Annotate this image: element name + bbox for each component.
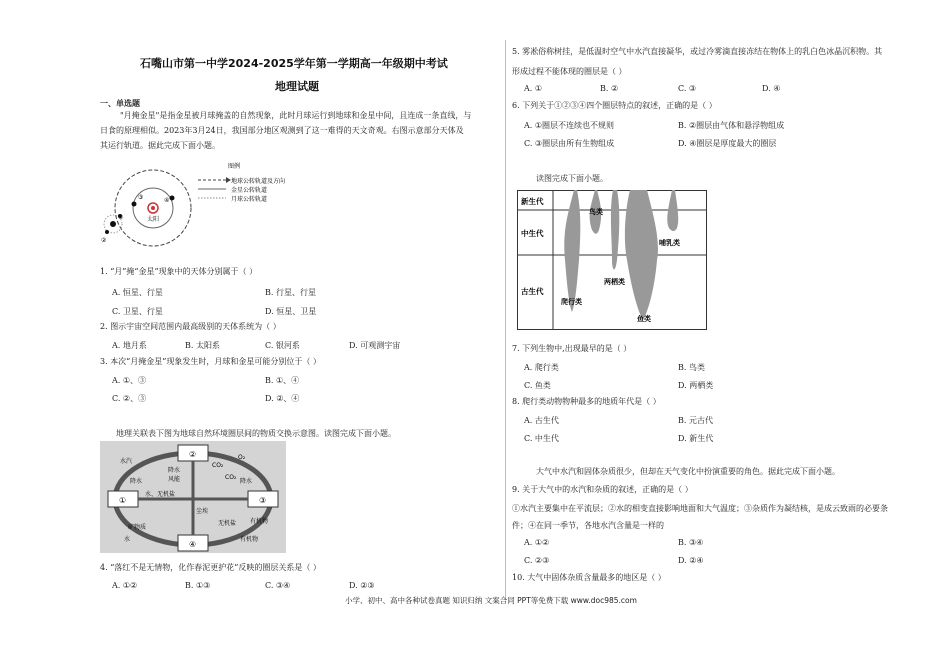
q9-option-b[interactable]: B. ③④ <box>678 538 704 547</box>
q1-option-c[interactable]: C. 卫星、行星 <box>112 307 163 316</box>
svg-text:④: ④ <box>164 197 170 204</box>
svg-text:有机物: 有机物 <box>240 536 259 543</box>
label-mammals: 哺乳类 <box>659 239 680 247</box>
q4-option-b[interactable]: B. ①③ <box>185 581 211 590</box>
svg-text:③: ③ <box>138 194 144 201</box>
exam-title: 石嘴山市第一中学2024-2025学年第一学期高一年级期中考试 <box>140 57 448 70</box>
q7-option-c[interactable]: C. 鱼类 <box>524 381 551 390</box>
question-4: 4. “落红不是无情物，化作春泥更护花”反映的圈层关系是（ ） <box>100 563 321 572</box>
question-3: 3. 本次“月掩金星”现象发生时，月球和金星可能分别位于（ ） <box>100 357 321 366</box>
era-mesozoic: 中生代 <box>521 229 544 238</box>
svg-text:CO₂: CO₂ <box>212 462 224 469</box>
intro-line-2: 日食的原理相似。2023年3月24日，我国部分地区观测到了这一难得的天文奇观。右图示意部分天体及 <box>100 126 464 135</box>
intro-line-1: "月掩金星"是指金星被月球掩盖的自然现象，此时月球运行到地球和金星中间，且连成一条直线，与 <box>120 111 472 120</box>
q8-option-a[interactable]: A. 古生代 <box>524 416 559 425</box>
section2-intro: 地理关联表下图为地球自然环境圈层间的物质交换示意图。读图完成下面小题。 <box>116 429 396 438</box>
exam-subtitle: 地理试题 <box>275 80 319 93</box>
q2-option-d[interactable]: D. 可观测宇宙 <box>349 341 401 350</box>
svg-text:水: 水 <box>124 536 131 543</box>
q6-option-b[interactable]: B. ②圈层由气体和悬浮物组成 <box>678 121 785 130</box>
orbit-diagram <box>98 158 308 250</box>
q3-option-a[interactable]: A. ①、③ <box>112 376 147 385</box>
q6-option-a[interactable]: A. ①圈层不连续也不规则 <box>524 121 615 130</box>
question-2: 2. 图示宇宙空间范围内最高级别的天体系统为（ ） <box>100 322 281 331</box>
q5-option-a[interactable]: A. ① <box>524 84 543 93</box>
svg-text:尘埃: 尘埃 <box>196 508 209 515</box>
svg-text:CO₂: CO₂ <box>225 474 237 481</box>
intro-line-3: 其运行轨道。据此完成下面小题。 <box>100 141 220 150</box>
q4-option-a[interactable]: A. ①② <box>112 581 138 590</box>
label-amphibians: 两栖类 <box>604 278 625 286</box>
q7-option-b[interactable]: B. 鸟类 <box>678 363 705 372</box>
footer-text: 小学、初中、高中各种试卷真题 知识归纳 文案合同 PPT等免费下载 www.doc985.com <box>345 596 637 605</box>
q8-option-d[interactable]: D. 新生代 <box>678 434 714 443</box>
label-birds: 鸟类 <box>589 208 603 216</box>
q1-option-d[interactable]: D. 恒星、卫星 <box>265 307 317 316</box>
q2-option-c[interactable]: C. 银河系 <box>265 341 300 350</box>
era-cenozoic: 新生代 <box>521 197 544 206</box>
question-5-line-2: 形成过程不能体现的圈层是（ ） <box>512 67 627 76</box>
sun-label: 太阳 <box>147 216 160 223</box>
svg-text:矿物质: 矿物质 <box>128 524 147 531</box>
question-5-line-1: 5. 雾凇俗称树挂，是低温时空气中水汽直接凝华，或过冷雾滴直接冻结在物体上的乳白色冰晶沉积物。其 <box>512 47 883 56</box>
question-9: 9. 关于大气中的水汽和杂质的叙述，正确的是（ ） <box>512 485 693 494</box>
q4-option-d[interactable]: D. ②③ <box>349 581 375 590</box>
svg-text:有机物: 有机物 <box>250 518 269 525</box>
q9-option-d[interactable]: D. ②④ <box>678 556 704 565</box>
svg-text:③: ③ <box>259 496 267 505</box>
column-divider <box>505 40 506 600</box>
svg-text:无机盐: 无机盐 <box>218 520 237 527</box>
question-8: 8. 爬行类动物物种最多的地质年代是（ ） <box>512 397 661 406</box>
question-7: 7. 下列生物中,出现最早的是（ ） <box>512 344 632 353</box>
q7-option-d[interactable]: D. 两栖类 <box>678 381 714 390</box>
svg-text:水、无机盐: 水、无机盐 <box>145 491 176 498</box>
q1-option-b[interactable]: B. 行星、行星 <box>265 288 316 297</box>
svg-text:O₂: O₂ <box>238 454 246 461</box>
label-reptiles: 爬行类 <box>561 298 582 306</box>
sphere-exchange-diagram <box>100 441 286 553</box>
q8-option-c[interactable]: C. 中生代 <box>524 434 559 443</box>
q5-option-d[interactable]: D. ④ <box>762 84 781 93</box>
q7-option-a[interactable]: A. 爬行类 <box>524 363 559 372</box>
q5-option-c[interactable]: C. ③ <box>678 84 697 93</box>
svg-text:①: ① <box>118 214 124 221</box>
svg-text:降水: 降水 <box>130 478 143 485</box>
question-10: 10. 大气中固体杂质含量最多的地区是（ ） <box>512 573 666 582</box>
question-6: 6. 下列关于①②③④四个圈层特点的叙述，正确的是（ ） <box>512 101 717 110</box>
svg-text:水汽: 水汽 <box>120 458 133 465</box>
q4-option-c[interactable]: C. ③④ <box>265 581 291 590</box>
svg-text:月球公转轨道: 月球公转轨道 <box>231 196 268 203</box>
q9-statements-2: 件；④在同一季节，各地水汽含量是一样的 <box>512 521 664 530</box>
q6-option-d[interactable]: D. ④圈层是厚度最大的圈层 <box>678 139 777 148</box>
q9-statements-1: ①水汽主要集中在平流层；②水的相变直接影响地面和大气温度；③杂质作为凝结核，是成云致雨的必要条 <box>512 504 888 513</box>
read-figure-text: 读图完成下面小题。 <box>536 174 608 183</box>
q3-option-c[interactable]: C. ②、③ <box>112 394 147 403</box>
svg-text:④: ④ <box>189 540 197 549</box>
q2-option-b[interactable]: B. 太阳系 <box>185 341 220 350</box>
q5-option-b[interactable]: B. ② <box>600 84 619 93</box>
section3-intro: 大气中水汽和固体杂质很少，但却在天气变化中扮演重要的角色。据此完成下面小题。 <box>536 467 840 476</box>
svg-text:风能: 风能 <box>168 476 181 483</box>
evolution-diagram <box>517 190 707 330</box>
q8-option-b[interactable]: B. 元古代 <box>678 416 713 425</box>
svg-text:地球公转轨道及方向: 地球公转轨道及方向 <box>231 178 286 185</box>
svg-text:①: ① <box>119 496 127 505</box>
section-label: 一、单选题 <box>100 99 140 108</box>
q3-option-d[interactable]: D. ②、④ <box>265 394 300 403</box>
legend-title: 图例 <box>228 163 241 170</box>
svg-text:金星公转轨道: 金星公转轨道 <box>231 187 268 194</box>
q3-option-b[interactable]: B. ①、④ <box>265 376 300 385</box>
svg-text:降水: 降水 <box>168 467 181 474</box>
svg-text:②: ② <box>189 450 197 459</box>
q9-option-a[interactable]: A. ①② <box>524 538 550 547</box>
q1-option-a[interactable]: A. 恒星、行星 <box>112 288 163 297</box>
question-1: 1. “月”掩“金星”现象中的天体分别属于（ ） <box>100 267 258 276</box>
q2-option-a[interactable]: A. 地月系 <box>112 341 147 350</box>
label-fish: 鱼类 <box>637 315 651 323</box>
q6-option-c[interactable]: C. ③圈层由所有生物组成 <box>524 139 615 148</box>
svg-text:降水: 降水 <box>240 478 253 485</box>
q9-option-c[interactable]: C. ②③ <box>524 556 550 565</box>
era-paleozoic: 古生代 <box>521 287 544 296</box>
svg-text:②: ② <box>101 237 107 244</box>
